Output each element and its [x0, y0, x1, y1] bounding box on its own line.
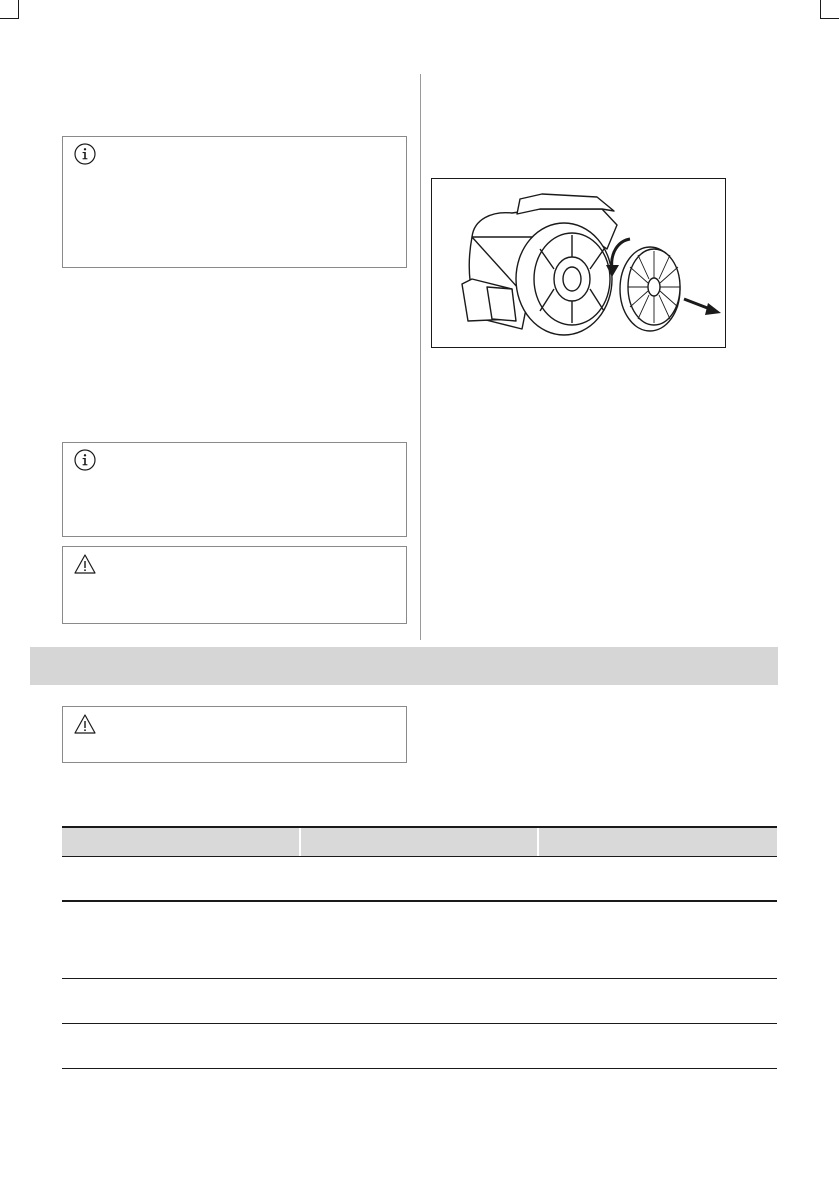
warning-triangle-icon — [74, 713, 96, 735]
column-divider — [420, 74, 421, 640]
filter-removal-figure — [431, 178, 726, 348]
table-row — [62, 902, 777, 979]
info-icon — [74, 143, 96, 165]
table-header-cell — [300, 828, 538, 856]
table-cell — [62, 1024, 300, 1068]
table-cell — [538, 857, 777, 900]
warning-triangle-icon — [74, 553, 96, 575]
table-cell — [300, 857, 538, 900]
table-header-cell — [62, 828, 300, 856]
table-cell — [300, 1024, 538, 1068]
table-cell — [300, 902, 538, 978]
info-note-box-2 — [62, 442, 407, 537]
info-note-box-1 — [62, 136, 407, 268]
table-header-row — [62, 826, 777, 857]
crop-mark-top-right — [820, 0, 839, 19]
warning-note-box-2 — [62, 706, 407, 763]
table-cell — [538, 902, 777, 978]
table-cell — [62, 857, 300, 900]
troubleshooting-table — [62, 826, 777, 1069]
table-cell — [62, 902, 300, 978]
table-cell — [62, 979, 300, 1023]
table-header-cell — [538, 828, 777, 856]
table-row — [62, 979, 777, 1024]
table-cell — [538, 1024, 777, 1068]
column-separator — [299, 828, 301, 856]
warning-note-box-1 — [62, 546, 407, 624]
table-row — [62, 1024, 777, 1069]
filter-removal-illustration — [432, 179, 725, 347]
info-icon — [74, 449, 96, 471]
crop-mark-top-left — [0, 0, 19, 19]
table-row — [62, 857, 777, 902]
section-header-bar — [30, 647, 778, 685]
table-cell — [538, 979, 777, 1023]
table-cell — [300, 979, 538, 1023]
column-separator — [537, 828, 539, 856]
